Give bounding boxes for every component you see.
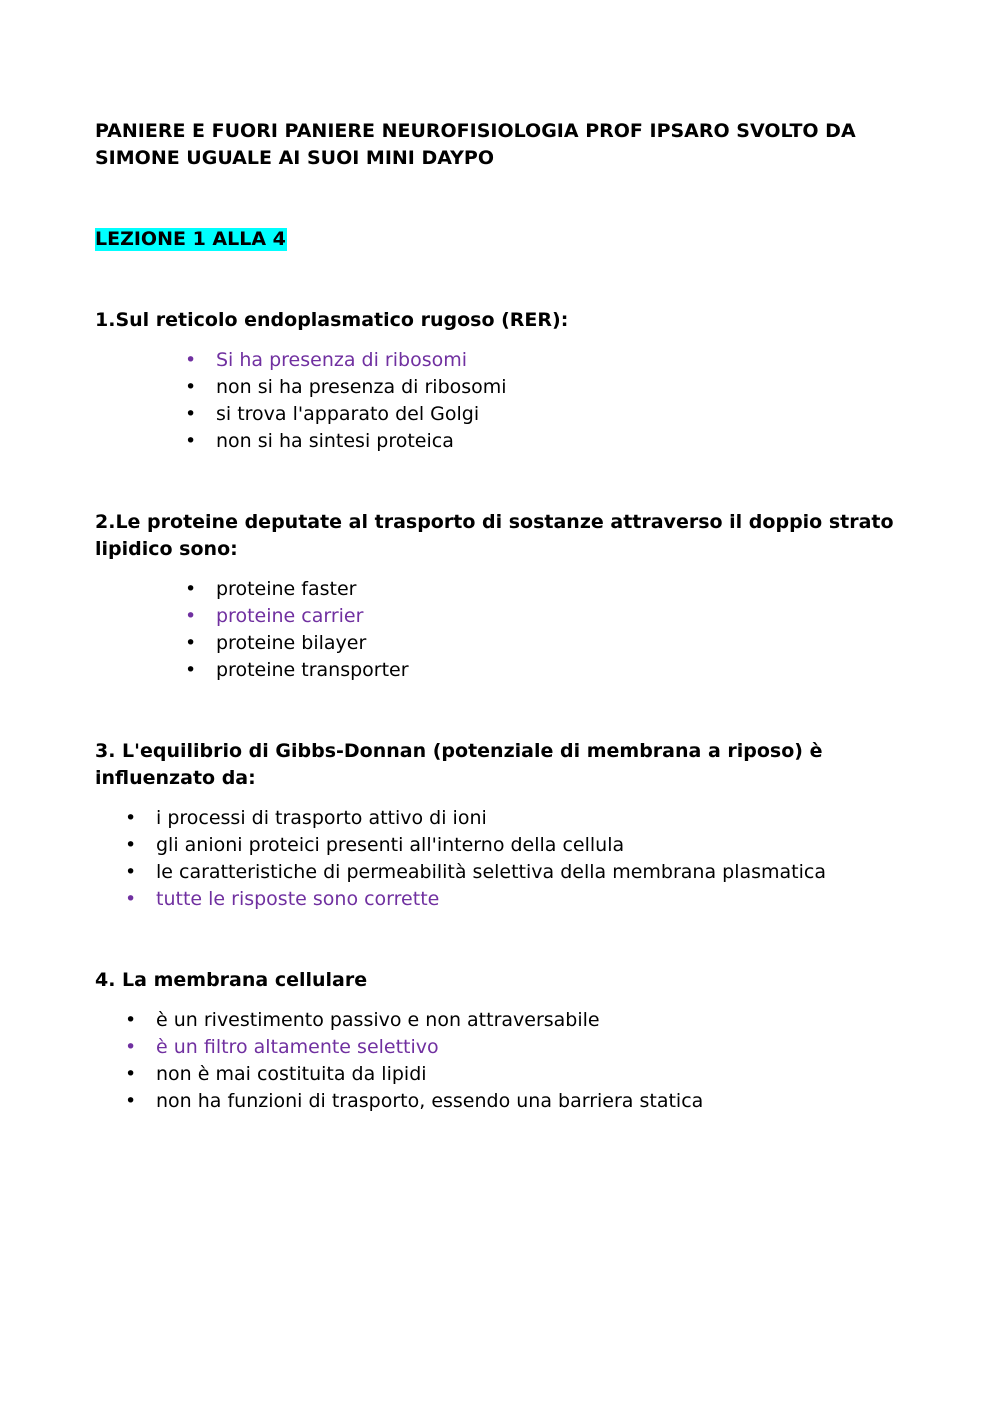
answer-text: è un rivestimento passivo e non attraversabile — [156, 1009, 600, 1031]
answer-text: tutte le risposte sono corrette — [156, 888, 440, 910]
answer-option — [95, 576, 925, 603]
answer-option — [95, 630, 925, 657]
bullet-icon: • — [185, 376, 197, 398]
bullet-icon: • — [185, 403, 197, 425]
bullet-icon: • — [125, 1009, 137, 1031]
answer-option — [95, 401, 925, 428]
question-text: 1.Sul reticolo endoplasmatico rugoso (RER): — [95, 309, 569, 331]
answer-text: non si ha sintesi proteica — [216, 430, 454, 452]
answer-text: le caratteristiche di permeabilità selettiva della membrana plasmatica — [156, 861, 827, 883]
answer-option — [95, 374, 925, 401]
bullet-icon: • — [125, 1036, 137, 1058]
answer-list — [95, 805, 925, 913]
answer-option — [95, 805, 925, 832]
answer-option — [95, 1088, 925, 1115]
question-3 — [95, 738, 925, 913]
bullet-icon: • — [125, 807, 137, 829]
bullet-icon: • — [125, 861, 137, 883]
answer-list — [95, 1007, 925, 1115]
answer-text: proteine transporter — [216, 659, 409, 681]
answer-option — [95, 1007, 925, 1034]
bullet-icon: • — [185, 632, 197, 654]
answer-text: non è mai costituita da lipidi — [156, 1063, 427, 1085]
answer-option — [95, 859, 925, 886]
answer-option-correct — [95, 603, 925, 630]
answer-option — [95, 657, 925, 684]
question-2 — [95, 509, 925, 684]
answer-text: proteine faster — [216, 578, 357, 600]
question-text: 3. L'equilibrio di Gibbs-Donnan (potenziale di membrana a riposo) è influenzato da: — [95, 740, 823, 789]
bullet-icon: • — [125, 1090, 137, 1112]
answer-list — [95, 576, 925, 684]
bullet-icon: • — [185, 430, 197, 452]
answer-text: non ha funzioni di trasporto, essendo una barriera statica — [156, 1090, 704, 1112]
bullet-icon: • — [185, 659, 197, 681]
bullet-icon: • — [125, 1063, 137, 1085]
section-label — [95, 226, 287, 253]
answer-text: i processi di trasporto attivo di ioni — [156, 807, 487, 829]
bullet-icon: • — [125, 888, 137, 910]
bullet-icon: • — [125, 834, 137, 856]
answer-option-correct — [95, 1034, 925, 1061]
answer-option-correct — [95, 347, 925, 374]
answer-option-correct — [95, 886, 925, 913]
answer-list — [95, 347, 925, 455]
answer-text: Si ha presenza di ribosomi — [216, 349, 467, 371]
answer-option — [95, 428, 925, 455]
answer-text: gli anioni proteici presenti all'interno della cellula — [156, 834, 625, 856]
answer-text: è un filtro altamente selettivo — [156, 1036, 439, 1058]
document-title: PANIERE E FUORI PANIERE NEUROFISIOLOGIA PROF IPSARO SVOLTO DA SIMONE UGUALE AI SUOI MINI DAYPO — [95, 120, 856, 169]
question-4 — [95, 967, 925, 1115]
answer-text: non si ha presenza di ribosomi — [216, 376, 507, 398]
bullet-icon: • — [185, 578, 197, 600]
answer-option — [95, 1061, 925, 1088]
answer-text: si trova l'apparato del Golgi — [216, 403, 480, 425]
bullet-icon: • — [185, 349, 197, 371]
answer-option — [95, 832, 925, 859]
question-1 — [95, 307, 925, 455]
answer-text: proteine carrier — [216, 605, 364, 627]
answer-text: proteine bilayer — [216, 632, 367, 654]
bullet-icon: • — [185, 605, 197, 627]
question-text: 4. La membrana cellulare — [95, 969, 368, 991]
question-text: 2.Le proteine deputate al trasporto di sostanze attraverso il doppio strato lipidico sono: — [95, 511, 894, 560]
section-label-highlight: LEZIONE 1 ALLA 4 — [95, 228, 286, 250]
